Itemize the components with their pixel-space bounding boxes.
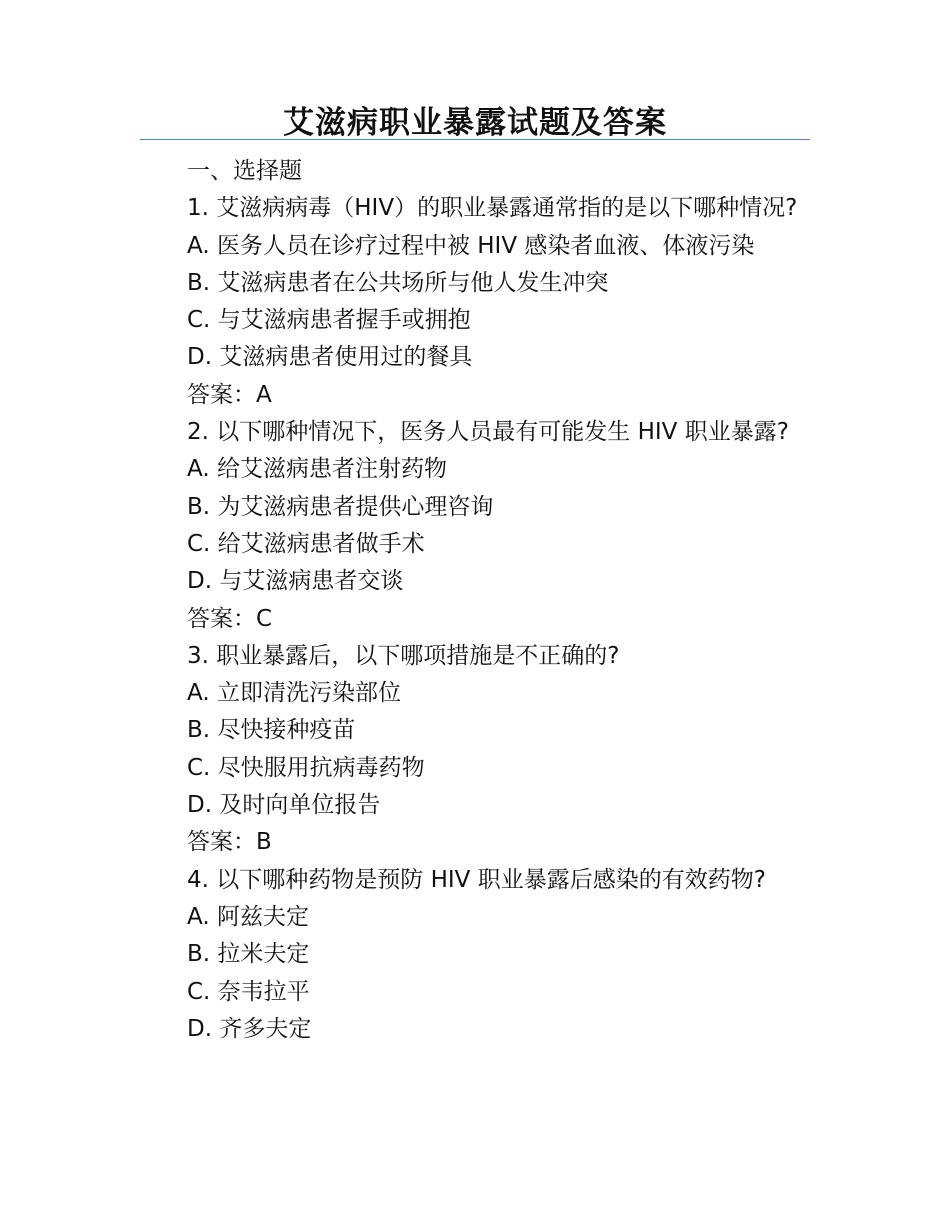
option-c: C. 尽快服用抗病毒药物 bbox=[187, 754, 425, 781]
option-b: B. 为艾滋病患者提供心理咨询 bbox=[187, 493, 494, 520]
document-body bbox=[140, 153, 810, 1048]
option-c: C. 奈韦拉平 bbox=[187, 978, 310, 1005]
answer-line: 答案：A bbox=[187, 381, 272, 408]
answer-line: 答案：C bbox=[187, 605, 273, 632]
option-a: A. 给艾滋病患者注射药物 bbox=[187, 456, 447, 483]
question-stem: 2. 以下哪种情况下，医务人员最有可能发生 HIV 职业暴露? bbox=[187, 419, 789, 446]
option-a: A. 立即清洗污染部位 bbox=[187, 680, 401, 707]
option-c: C. 与艾滋病患者握手或拥抱 bbox=[187, 307, 471, 334]
document-title: 艾滋病职业暴露试题及答案 bbox=[283, 105, 667, 141]
question-stem: 4. 以下哪种药物是预防 HIV 职业暴露后感染的有效药物? bbox=[187, 866, 766, 893]
option-b: B. 拉米夫定 bbox=[187, 941, 310, 968]
option-d: D. 齐多夫定 bbox=[187, 1015, 312, 1042]
question-stem: 1. 艾滋病病毒（HIV）的职业暴露通常指的是以下哪种情况? bbox=[187, 195, 798, 222]
option-d: D. 与艾滋病患者交谈 bbox=[187, 568, 404, 595]
option-b: B. 艾滋病患者在公共场所与他人发生冲突 bbox=[187, 269, 609, 296]
option-a: A. 阿兹夫定 bbox=[187, 903, 309, 930]
question-stem: 3. 职业暴露后，以下哪项措施是不正确的? bbox=[187, 642, 620, 669]
option-c: C. 给艾滋病患者做手术 bbox=[187, 530, 425, 557]
answer-line: 答案：B bbox=[187, 829, 272, 856]
option-d: D. 艾滋病患者使用过的餐具 bbox=[187, 344, 473, 371]
section-heading: 一、选择题 bbox=[187, 158, 302, 184]
option-a: A. 医务人员在诊疗过程中被 HIV 感染者血液、体液污染 bbox=[187, 232, 755, 259]
option-b: B. 尽快接种疫苗 bbox=[187, 717, 356, 744]
option-d: D. 及时向单位报告 bbox=[187, 792, 381, 819]
title-underline bbox=[140, 139, 810, 140]
